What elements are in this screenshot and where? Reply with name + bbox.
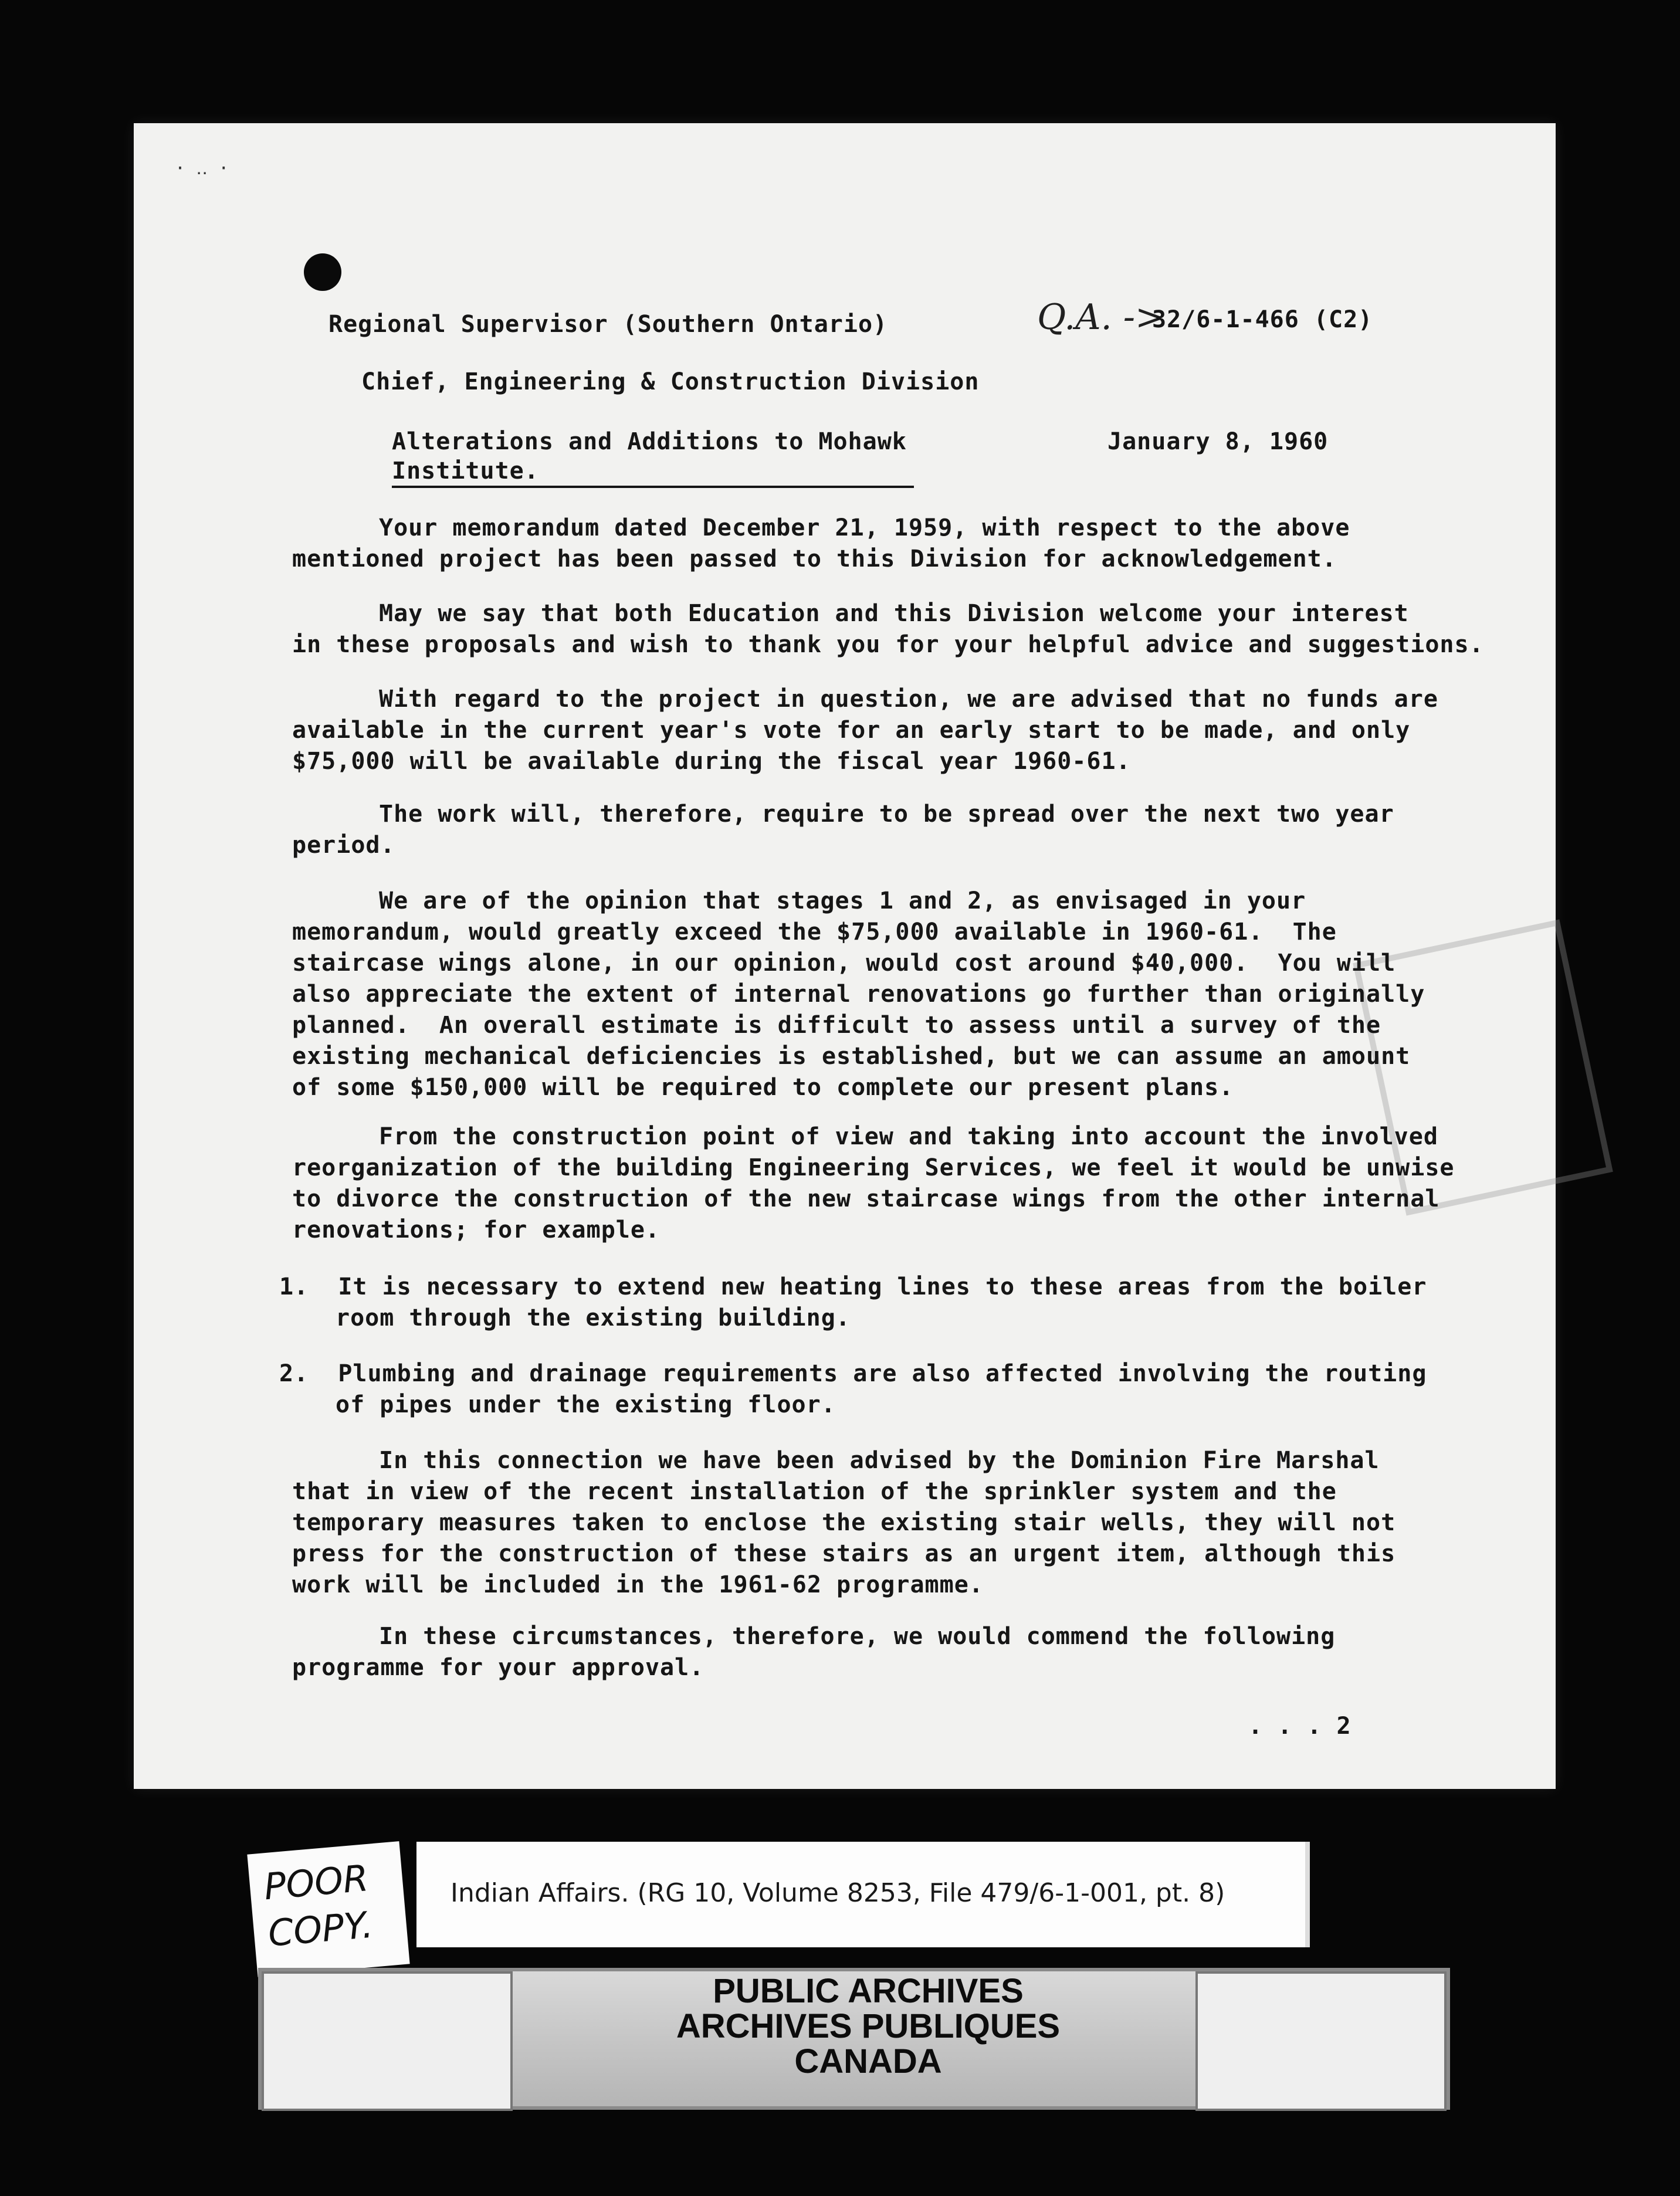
page-continuation: . . . 2 <box>1248 1713 1352 1740</box>
citation-label <box>416 1842 1310 1947</box>
archives-line-2: ARCHIVES PUBLIQUES <box>676 2007 1061 2045</box>
poor-copy-line-2: COPY. <box>266 1903 375 1955</box>
memo-paragraph-5: We are of the opinion that stages 1 and 2, as envisaged in your memorandum, would greatly exceed the $75,000 available in 1960-61. The staircase wings alone, in our opinion, would cost around $40,000. You will also appreciate the extent of internal renovations go further than originally planned. An overall estimate is difficult to assess until a survey of the existing mechanical deficiencies is established, but we can assume an amount of some $150,000 will be required to complete our present plans. <box>292 887 1425 1101</box>
memo-subject-line-1: Alterations and Additions to Mohawk <box>392 428 907 455</box>
archives-line-3: CANADA <box>794 2042 942 2080</box>
strip-tab-right <box>1195 1971 1447 2111</box>
memo-paragraph-2: May we say that both Education and this Division welcome your interest in these proposals and wish to thank you for your helpful advice and suggestions. <box>292 600 1484 658</box>
strip-tab-left <box>262 1971 513 2111</box>
citation-text: Indian Affairs. (RG 10, Volume 8253, File 479/6-1-001, pt. 8) <box>451 1878 1225 1908</box>
memo-paragraph-4: The work will, therefore, require to be spread over the next two year period. <box>292 801 1394 859</box>
poor-copy-line-1: POOR <box>262 1856 370 1909</box>
poor-copy-card <box>247 1841 409 1977</box>
public-archives-stamp <box>622 1974 1115 2079</box>
handwritten-file-mark: Q.A. -> <box>1037 297 1165 338</box>
pencil-marks: · ‥ · <box>175 158 229 179</box>
memo-date: January 8, 1960 <box>1107 428 1329 455</box>
memo-paragraph-8: In these circumstances, therefore, we would commend the following programme for your approval. <box>292 1623 1336 1681</box>
memo-to: Regional Supervisor (Southern Ontario) <box>328 311 888 338</box>
memo-page <box>134 123 1556 1789</box>
list-item-2: 2. Plumbing and drainage requirements are also affected involving the routing of pipes under the existing floor. <box>279 1360 1427 1418</box>
memo-from: Chief, Engineering & Construction Division <box>361 368 980 395</box>
memo-subject-line-2: Institute. <box>392 458 539 484</box>
memo-paragraph-1: Your memorandum dated December 21, 1959, with respect to the above mentioned project has been passed to this Division for acknowledgement. <box>292 514 1350 572</box>
memo-paragraph-3: With regard to the project in question, we are advised that no funds are available in the current year's vote for an early start to be made, and only $75,000 will be available during the fiscal year 1960-61. <box>292 686 1438 775</box>
memo-paragraph-6: From the construction point of view and taking into account the involved reorganization of the building Engineering Services, we feel it would be unwise to divorce the construction of the new staircase wings from the other internal renovations; for example. <box>292 1123 1455 1243</box>
archives-line-1: PUBLIC ARCHIVES <box>713 1972 1024 2010</box>
file-number: 32/6-1-466 (C2) <box>1152 306 1373 333</box>
list-item-1: 1. It is necessary to extend new heating lines to these areas from the boiler room through the existing building. <box>279 1273 1427 1331</box>
memo-paragraph-7: In this connection we have been advised by the Dominion Fire Marshal that in view of the recent installation of the sprinkler system and the temporary measures taken to enclose the existing stair wells, they will not press for the construction of these stairs as an urgent item, although this work will be included in the 1961-62 programme. <box>292 1447 1396 1598</box>
subject-underline <box>392 486 914 488</box>
punch-hole <box>304 253 341 291</box>
